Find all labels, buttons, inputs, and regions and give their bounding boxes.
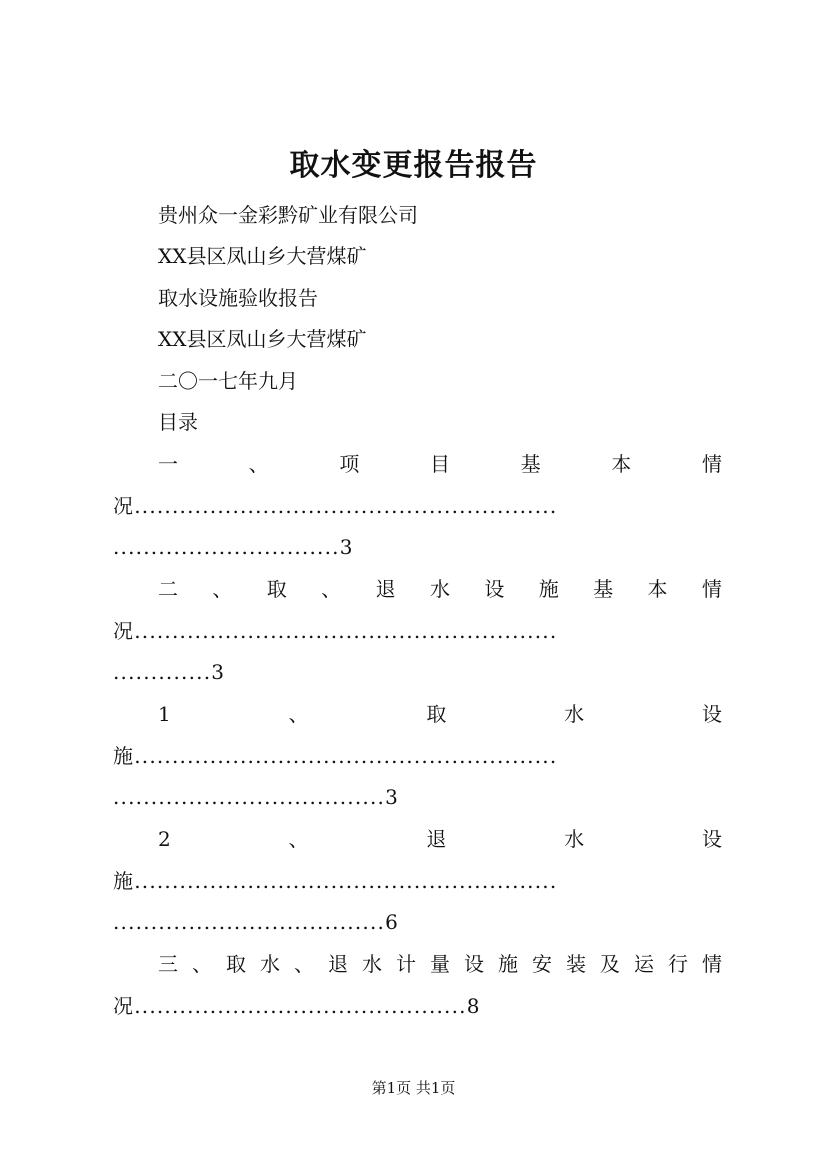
toc-entry-4-leader: 施........................................................ bbox=[113, 869, 558, 893]
toc-char: 水 bbox=[564, 827, 585, 851]
toc-entry-4-heading bbox=[158, 826, 722, 852]
toc-entry-2-page: .............3 bbox=[113, 660, 226, 684]
toc-entry-3-page: ....................................3 bbox=[113, 785, 399, 809]
toc-heading: 目录 bbox=[158, 410, 198, 434]
toc-char: 取 bbox=[266, 577, 287, 601]
toc-char: 情 bbox=[702, 952, 722, 976]
toc-entry-1-leader: 况........................................................ bbox=[113, 494, 558, 518]
toc-entry-4-page: ....................................6 bbox=[113, 910, 399, 934]
toc-char: 运 bbox=[634, 952, 654, 976]
toc-entry-2-leader: 况........................................................ bbox=[113, 619, 558, 643]
toc-char: 、 bbox=[248, 452, 269, 476]
toc-char: 行 bbox=[668, 952, 688, 976]
toc-char: 取 bbox=[426, 702, 447, 726]
toc-char: 退 bbox=[328, 952, 348, 976]
toc-entry-3-leader: 施........................................................ bbox=[113, 744, 558, 768]
toc-char: 及 bbox=[600, 952, 620, 976]
toc-char: 、 bbox=[294, 952, 314, 976]
toc-char: 水 bbox=[362, 952, 382, 976]
toc-char: 设 bbox=[701, 827, 722, 851]
toc-entry-2-heading bbox=[158, 576, 722, 602]
mine-name: XX县区凤山乡大营煤矿 bbox=[158, 244, 367, 268]
toc-char: 量 bbox=[430, 952, 450, 976]
toc-char: 本 bbox=[611, 452, 632, 476]
toc-char: 、 bbox=[192, 952, 212, 976]
toc-char: 装 bbox=[566, 952, 586, 976]
toc-char: 、 bbox=[212, 577, 233, 601]
toc-char: 2 bbox=[158, 827, 171, 851]
toc-entry-5-page: 况............................................8 bbox=[113, 994, 481, 1018]
toc-char: 计 bbox=[396, 952, 416, 976]
toc-char: 目 bbox=[429, 452, 450, 476]
toc-char: 1 bbox=[158, 702, 171, 726]
toc-char: 情 bbox=[701, 452, 722, 476]
toc-char: 三 bbox=[158, 952, 178, 976]
toc-char: 、 bbox=[288, 827, 309, 851]
report-date: 二〇一七年九月 bbox=[158, 369, 298, 393]
page-footer: 第1页 共1页 bbox=[371, 1079, 456, 1097]
toc-char: 基 bbox=[593, 577, 614, 601]
document-title: 取水变更报告报告 bbox=[289, 148, 538, 183]
toc-char: 、 bbox=[321, 577, 342, 601]
mine-name-repeat: XX县区凤山乡大营煤矿 bbox=[158, 327, 367, 351]
report-name: 取水设施验收报告 bbox=[158, 286, 318, 310]
toc-char: 水 bbox=[564, 702, 585, 726]
toc-char: 情 bbox=[701, 577, 722, 601]
toc-char: 本 bbox=[647, 577, 668, 601]
toc-entry-3-heading bbox=[158, 701, 722, 727]
toc-entry-1-page: ..............................3 bbox=[113, 535, 354, 559]
toc-char: 水 bbox=[260, 952, 280, 976]
toc-char: 施 bbox=[538, 577, 559, 601]
toc-char: 安 bbox=[532, 952, 552, 976]
toc-char: 设 bbox=[484, 577, 505, 601]
toc-char: 、 bbox=[288, 702, 309, 726]
toc-char: 水 bbox=[429, 577, 450, 601]
toc-char: 退 bbox=[375, 577, 396, 601]
toc-char: 设 bbox=[701, 702, 722, 726]
company-name: 贵州众一金彩黔矿业有限公司 bbox=[158, 203, 418, 227]
toc-char: 退 bbox=[426, 827, 447, 851]
toc-char: 项 bbox=[339, 452, 360, 476]
toc-char: 施 bbox=[498, 952, 518, 976]
toc-char: 基 bbox=[520, 452, 541, 476]
toc-char: 设 bbox=[464, 952, 484, 976]
toc-char: 取 bbox=[226, 952, 246, 976]
toc-char: 二 bbox=[158, 577, 178, 601]
toc-entry-5-heading bbox=[158, 951, 722, 977]
toc-entry-1-heading bbox=[158, 451, 722, 477]
toc-char: 一 bbox=[158, 452, 178, 476]
